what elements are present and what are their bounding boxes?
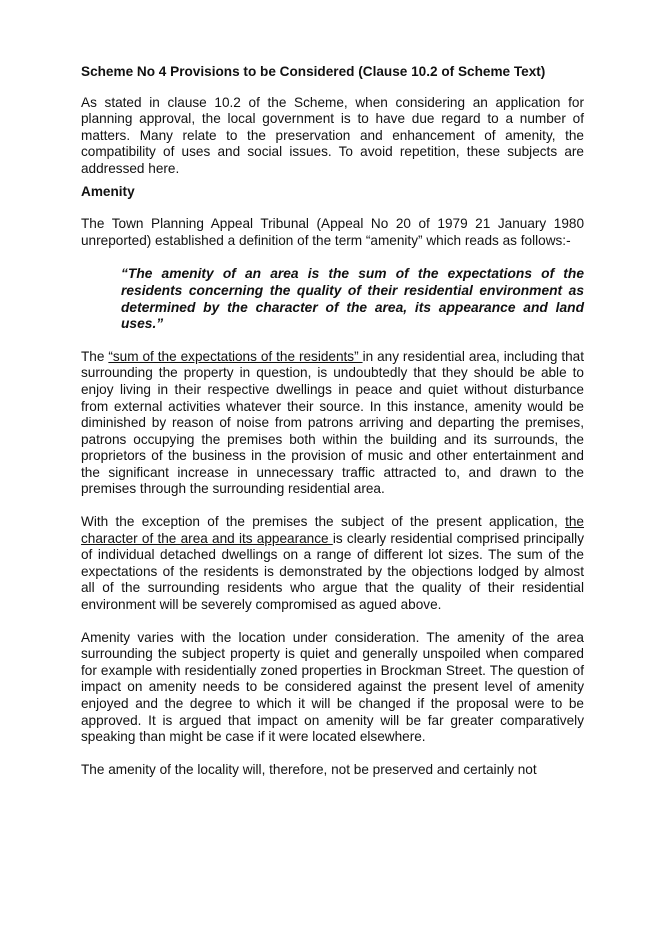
character-underlined: the character of the area and its appearance [81, 514, 584, 546]
character-paragraph [81, 514, 584, 614]
expectations-post: in any residential area, including that surrounding the property in question, is undoubtedly that they should be able to enjoy living in their respective dwellings in peace and quiet without disturbance from external activities whatever their source. In this instance, amenity would be diminished by reason of noise from patrons arriving and departing the premises, patrons occupying the premises both within the building and its surrounds, the proprietors of the business in the provision of music and other entertainment and the significant increase in unnecessary traffic attracted to, and drawn to the premises through the surrounding residential area. [81, 348, 584, 497]
amenity-definition-quote: “The amenity of an area is the sum of the expectations of the residents concerning the quality of their residential environment as determined by the character of the area, its appearance and land uses.” [121, 266, 584, 332]
expectations-paragraph [81, 349, 584, 498]
character-pre: With the exception of the premises the subject of the present application, [81, 514, 566, 530]
closing-paragraph: The amenity of the locality will, therefore, not be preserved and certainly not [81, 761, 537, 777]
document-title: Scheme No 4 Provisions to be Considered (Clause 10.2 of Scheme Text) [81, 64, 546, 79]
expectations-pre: The [81, 348, 109, 364]
character-post: is clearly residential comprised principally of individual detached dwellings on a range of different lot sizes. The sum of the expectations of the residents is demonstrated by the objections lodged by almost all of the surrounding residents who argue that the quality of their residential environment will be severely compromised as agued above. [81, 530, 584, 613]
expectations-underlined: “sum of the expectations of the residents” [108, 348, 363, 364]
intro-paragraph: As stated in clause 10.2 of the Scheme, when considering an application for planning approval, the local government is to have due regard to a number of matters. Many relate to the preservation and enhancement of amenity, the compatibility of uses and social issues. To avoid repetition, these subjects are addressed here. [81, 94, 584, 176]
tribunal-paragraph: The Town Planning Appeal Tribunal (Appeal No 20 of 1979 21 January 1980 unreported) established a definition of the term “amenity” which reads as follows:- [81, 216, 584, 248]
amenity-heading: Amenity [81, 183, 135, 199]
document-page [81, 64, 584, 778]
amenity-varies-paragraph: Amenity varies with the location under consideration. The amenity of the area surrounding the subject property is quiet and generally unspoiled when compared for example with residentially zoned properties in Brockman Street. The question of impact on amenity needs to be considered against the present level of amenity enjoyed and the degree to which it will be changed if the proposal were to be approved. It is argued that impact on amenity will be far greater comparatively speaking than might be case if it were located elsewhere. [81, 629, 584, 745]
